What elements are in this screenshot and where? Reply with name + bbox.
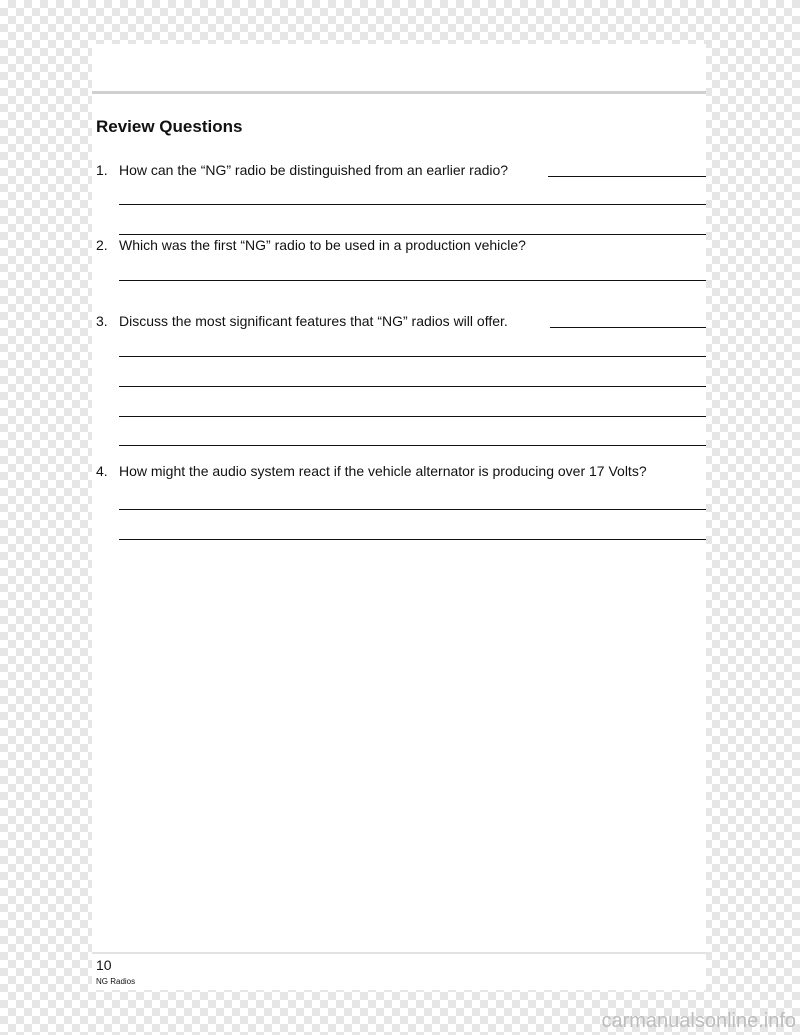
answer-line[interactable] (548, 176, 706, 177)
answer-line[interactable] (119, 234, 706, 235)
footer-label: NG Radios (96, 977, 136, 986)
question-number: 1. (96, 162, 108, 178)
question-1 (96, 162, 508, 179)
question-number: 2. (96, 237, 108, 253)
question-text: Discuss the most significant features that “NG” radios will offer. (119, 313, 508, 329)
question-text: Which was the first “NG” radio to be used in a production vehicle? (119, 237, 526, 253)
answer-line[interactable] (119, 445, 706, 446)
question-4 (96, 463, 647, 480)
document-page (92, 44, 706, 990)
page-number: 10 (96, 957, 112, 973)
answer-line[interactable] (119, 356, 706, 357)
question-text: How can the “NG” radio be distinguished from an earlier radio? (119, 162, 509, 178)
answer-line[interactable] (119, 204, 706, 205)
answer-line[interactable] (119, 539, 706, 540)
answer-line[interactable] (119, 280, 706, 281)
question-text: How might the audio system react if the vehicle alternator is producing over 17 Volts? (119, 463, 647, 479)
question-3 (96, 313, 508, 330)
watermark: carmanualsonline.info (601, 1010, 796, 1032)
answer-line[interactable] (119, 416, 706, 417)
question-number: 4. (96, 463, 108, 479)
question-2 (96, 237, 526, 254)
answer-line[interactable] (119, 509, 706, 510)
footer-rule (92, 952, 706, 954)
answer-line[interactable] (550, 327, 706, 328)
question-number: 3. (96, 313, 108, 329)
header-rule (92, 91, 706, 94)
answer-line[interactable] (119, 386, 706, 387)
page-title: Review Questions (96, 117, 243, 136)
